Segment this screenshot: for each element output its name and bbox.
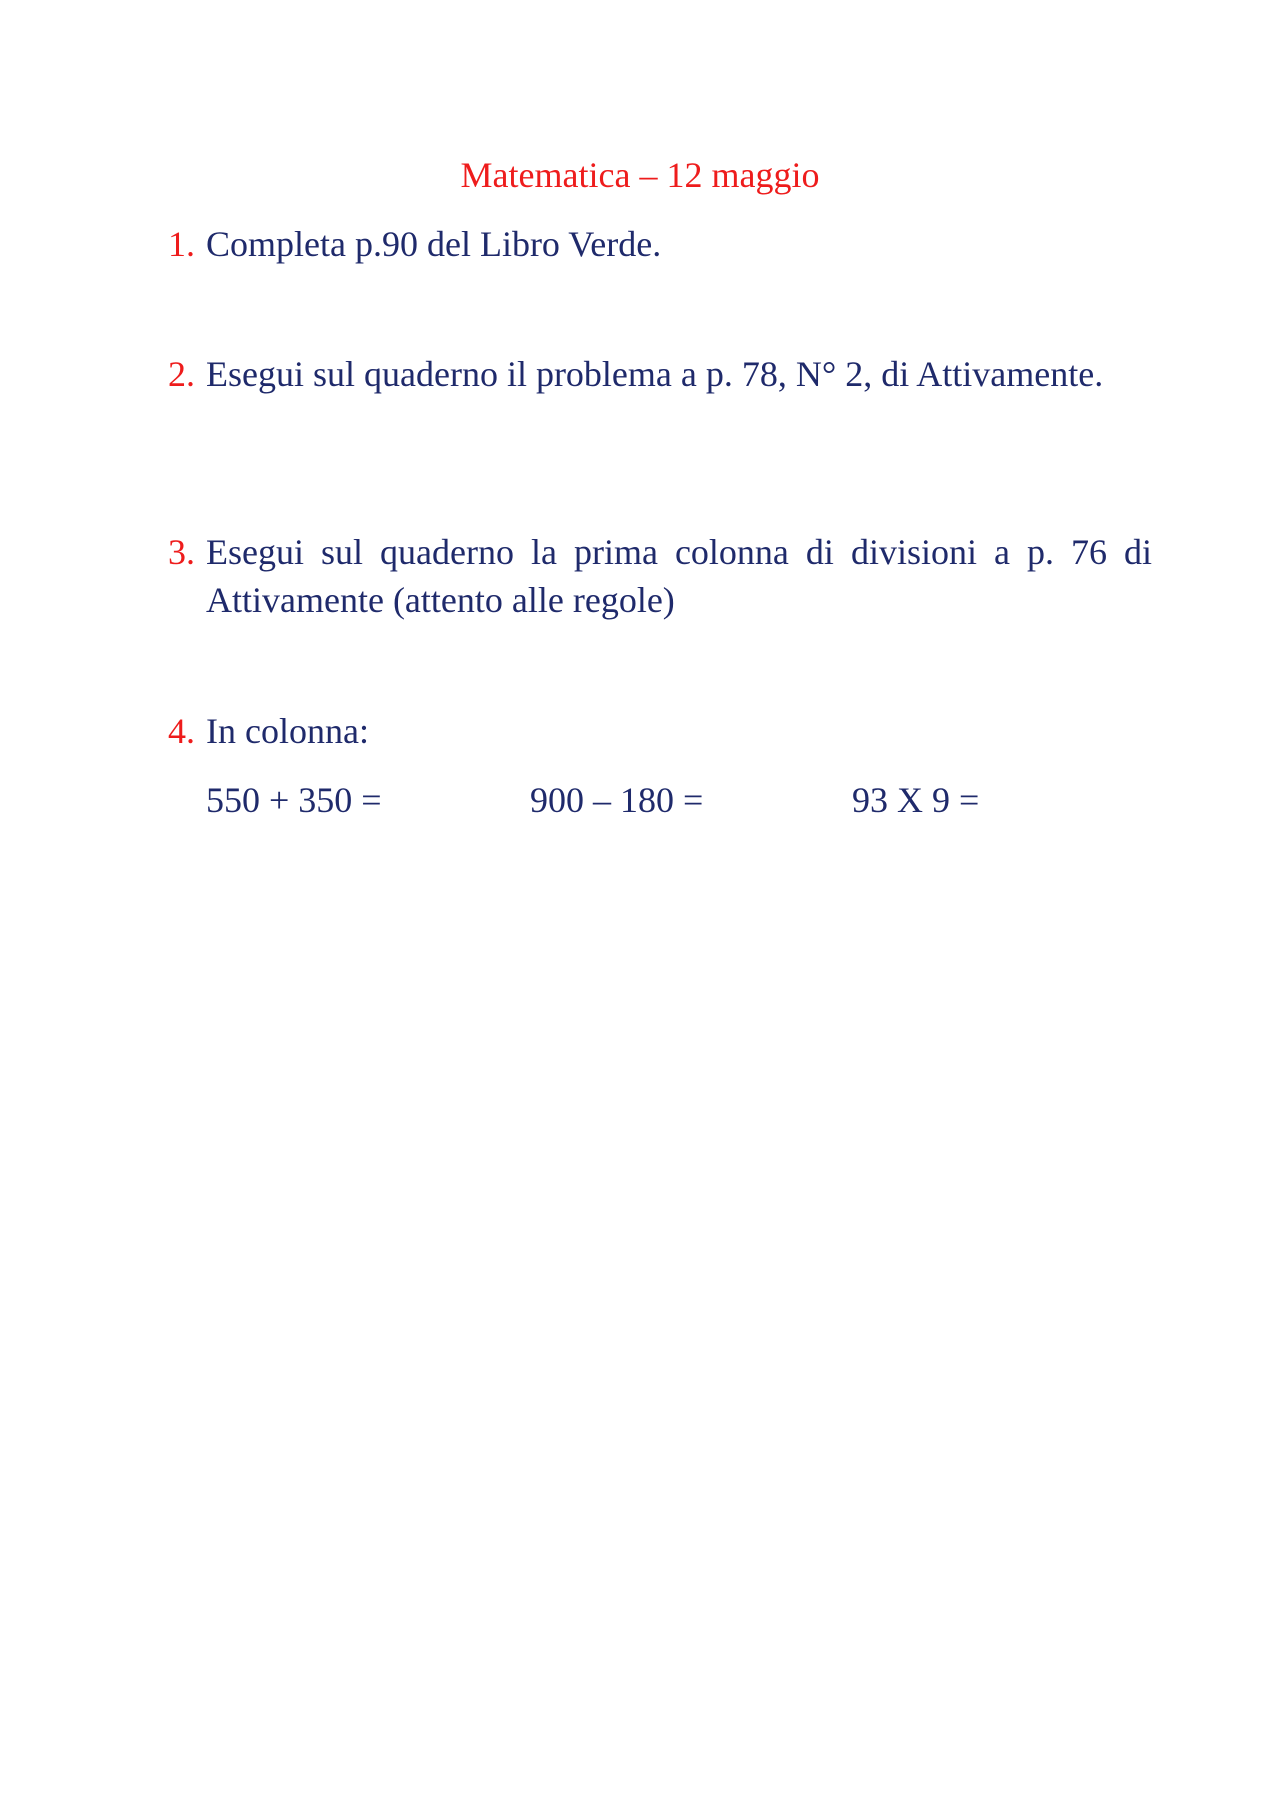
operation-subtraction: 900 – 180 =	[530, 780, 704, 820]
item-number: 2.	[168, 354, 195, 394]
item-text: Esegui sul quaderno il problema a p. 78, N° 2, di Attivamente.	[206, 354, 1104, 394]
page-title: Matematica – 12 maggio	[460, 155, 820, 195]
item-text: In colonna:	[206, 711, 369, 751]
item-number: 3.	[168, 532, 195, 572]
item-text: Esegui sul quaderno la prima colonna di divisioni a p. 76 di Attivamente (attento alle regole)	[206, 532, 1152, 620]
item-number: 1.	[168, 224, 195, 264]
operation-addition: 550 + 350 =	[206, 780, 382, 820]
item-number: 4.	[168, 711, 195, 751]
item-text: Completa p.90 del Libro Verde.	[206, 224, 662, 264]
operation-multiplication: 93 X 9 =	[852, 780, 980, 820]
